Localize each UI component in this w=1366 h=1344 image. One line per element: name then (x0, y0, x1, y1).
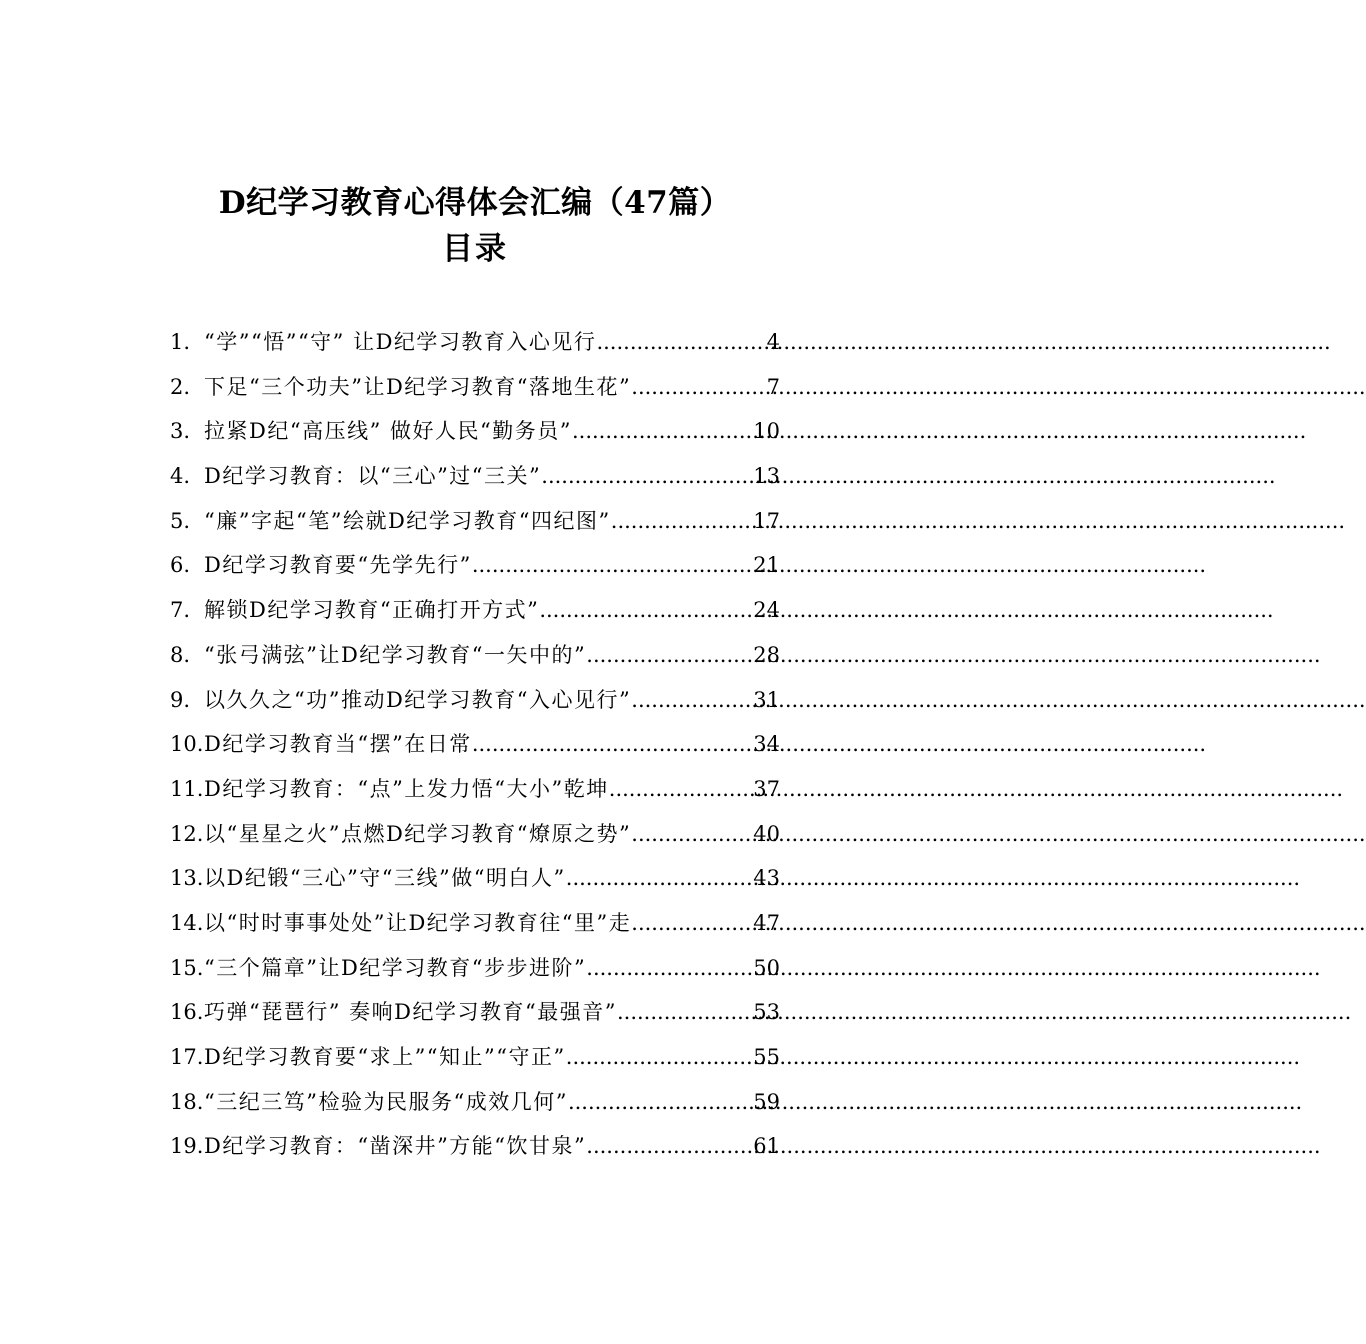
toc-entry-title: 下足“三个功夫”让D纪学习教育“落地生花” (204, 374, 632, 399)
toc-entry-page: 10 (753, 419, 780, 444)
toc-entry-title: “学”“悟”“守” 让D纪学习教育入心见行 (204, 330, 597, 354)
toc-entry-page: 34 (753, 732, 780, 757)
toc-entry-page: 50 (753, 955, 780, 980)
toc-entry[interactable] (170, 722, 780, 767)
table-of-contents (170, 320, 780, 1169)
toc-leader-dots (631, 678, 753, 723)
toc-entry-number: 16. (170, 1000, 204, 1025)
toc-entry-number: 3. (170, 419, 191, 444)
toc-entry-number: 5. (170, 508, 191, 533)
toc-entry-title: D纪学习教育要“先学先行” (204, 553, 472, 578)
toc-entry[interactable] (170, 678, 780, 723)
toc-entry-page: 4 (766, 330, 780, 354)
toc-entry[interactable] (170, 1080, 780, 1125)
toc-entry-number: 12. (170, 821, 204, 846)
toc-entry-page: 17 (753, 508, 780, 533)
toc-entry[interactable] (170, 543, 780, 588)
toc-entry[interactable] (170, 812, 780, 857)
toc-entry-title: 巧弹“琵琶行” 奏响D纪学习教育“最强音” (204, 1000, 617, 1025)
toc-entry-page: 59 (753, 1089, 780, 1114)
toc-entry-title: “三个篇章”让D纪学习教育“步步进阶” (204, 955, 587, 980)
toc-entry[interactable] (170, 856, 780, 901)
toc-leader-dots (572, 409, 753, 454)
toc-entry-number: 2. (170, 374, 191, 399)
toc-entry-page: 61 (753, 1134, 780, 1159)
toc-entry-number: 7. (170, 598, 191, 623)
toc-leader-dots (617, 990, 753, 1035)
toc-entry-title: 拉紧D纪“高压线” 做好人民“勤务员” (204, 419, 572, 444)
toc-entry-page: 43 (753, 866, 780, 891)
toc-entry[interactable] (170, 633, 780, 678)
toc-entry-page: 31 (753, 687, 780, 712)
toc-entry[interactable] (170, 454, 780, 499)
toc-entry-title: 解锁D纪学习教育“正确打开方式” (204, 598, 540, 623)
toc-entry-number: 11. (170, 776, 204, 801)
toc-entry-page: 40 (753, 821, 780, 846)
toc-leader-dots (611, 499, 754, 544)
toc-entry-page: 47 (753, 910, 780, 935)
toc-entry-number: 19. (170, 1134, 204, 1159)
toc-leader-dots (596, 320, 766, 365)
toc-entry[interactable] (170, 499, 780, 544)
toc-entry-title: D纪学习教育：以“三心”过“三关” (204, 464, 542, 489)
toc-entry-number: 8. (170, 642, 191, 667)
toc-entry-number: 10. (170, 732, 204, 757)
toc-entry-number: 6. (170, 553, 191, 578)
toc-leader-dots (539, 588, 753, 633)
toc-entry-title: D纪学习教育：“凿深井”方能“饮甘泉” (204, 1134, 587, 1159)
toc-entry-page: 28 (753, 642, 780, 667)
toc-entry[interactable] (170, 588, 780, 633)
toc-entry[interactable] (170, 320, 780, 365)
toc-entry-title: 以D纪锻“三心”守“三线”做“明白人” (204, 866, 566, 891)
toc-leader-dots (541, 454, 753, 499)
toc-leader-dots (566, 856, 754, 901)
toc-entry-title: “张弓满弦”让D纪学习教育“一矢中的” (204, 642, 587, 667)
toc-entry-title: D纪学习教育：“点”上发力悟“大小”乾坤 (204, 776, 609, 801)
toc-leader-dots (472, 722, 753, 767)
toc-entry[interactable] (170, 767, 780, 812)
toc-entry-title: “三纪三笃”检验为民服务“成效几何” (204, 1089, 568, 1114)
toc-leader-dots (586, 1124, 753, 1169)
toc-entry-title: 以“时时事事处处”让D纪学习教育往“里”走 (204, 910, 632, 935)
toc-entry-number: 14. (170, 910, 204, 935)
toc-entry[interactable] (170, 990, 780, 1035)
toc-entry-number: 9. (170, 687, 191, 712)
title-block (0, 180, 950, 272)
toc-entry[interactable] (170, 365, 780, 410)
toc-entry-page: 13 (753, 464, 780, 489)
toc-leader-dots (586, 946, 753, 991)
document-title: D纪学习教育心得体会汇编（47篇） (218, 185, 732, 221)
toc-entry-number: 1. (170, 330, 191, 354)
toc-entry[interactable] (170, 946, 780, 991)
toc-entry-title: D纪学习教育要“求上”“知止”“守正” (204, 1045, 566, 1069)
toc-entry-title: “廉”字起“笔”绘就D纪学习教育“四纪图” (204, 508, 611, 533)
toc-leader-dots (472, 543, 753, 588)
toc-leader-dots (631, 812, 753, 857)
toc-leader-dots (631, 901, 753, 946)
toc-leader-dots (566, 1035, 754, 1080)
toc-entry-page: 55 (753, 1045, 780, 1069)
toc-leader-dots (609, 767, 753, 812)
toc-entry[interactable] (170, 1035, 780, 1080)
toc-entry[interactable] (170, 409, 780, 454)
toc-entry[interactable] (170, 1124, 780, 1169)
toc-leader-dots (586, 633, 753, 678)
toc-entry-number: 4. (170, 464, 191, 489)
toc-entry-title: 以久久之“功”推动D纪学习教育“入心见行” (204, 687, 632, 712)
toc-entry-title: D纪学习教育当“摆”在日常 (204, 732, 472, 757)
toc-leader-dots (568, 1080, 753, 1125)
toc-entry-page: 24 (753, 598, 780, 623)
toc-entry-number: 15. (170, 955, 204, 980)
toc-entry-number: 18. (170, 1089, 204, 1114)
toc-entry-title: 以“星星之火”点燃D纪学习教育“燎原之势” (204, 821, 632, 846)
toc-heading: 目录 (442, 231, 508, 267)
toc-entry-page: 37 (753, 776, 780, 801)
toc-entry[interactable] (170, 901, 780, 946)
toc-entry-number: 13. (170, 866, 204, 891)
toc-entry-page: 53 (753, 1000, 780, 1025)
toc-entry-page: 21 (753, 553, 780, 578)
toc-entry-page: 7 (766, 374, 780, 399)
toc-leader-dots (631, 365, 766, 410)
toc-entry-number: 17. (170, 1045, 204, 1069)
